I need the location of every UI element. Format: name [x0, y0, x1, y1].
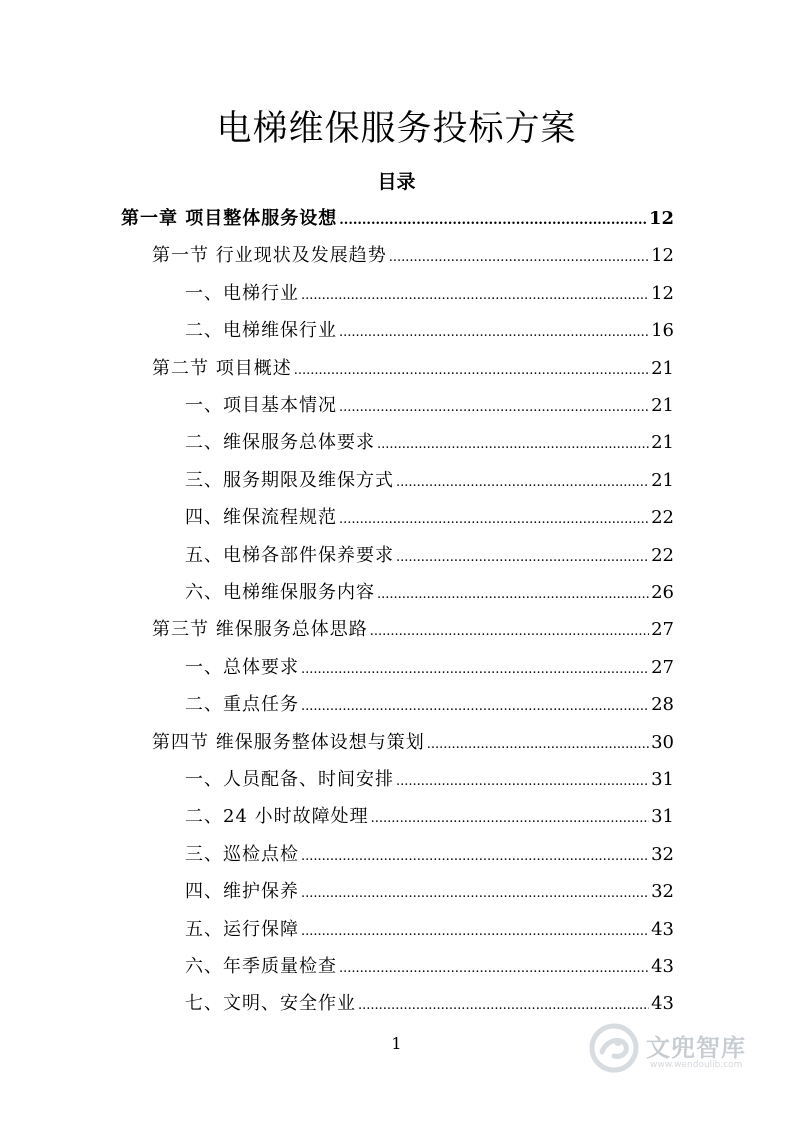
toc-entry-page: 27: [651, 656, 674, 678]
toc-entry-label: 四、维护保养: [185, 881, 299, 903]
toc-dot-leader: [339, 319, 649, 347]
toc-dot-leader: [358, 992, 649, 1020]
toc-entry-page: 31: [651, 806, 674, 828]
toc-entry-page: 12: [651, 245, 674, 267]
wendou-logo-icon: [588, 1022, 640, 1074]
toc-entry-label: 第三节 维保服务总体思路: [152, 619, 368, 641]
toc-entry-label: 四、维保流程规范: [185, 507, 337, 529]
toc-entry[interactable]: [185, 392, 674, 420]
toc-dot-leader: [301, 918, 649, 946]
toc-dot-leader: [339, 394, 649, 422]
toc-heading: 目录: [377, 171, 416, 193]
toc-entry-page: 21: [651, 432, 674, 454]
toc-entry[interactable]: [185, 579, 674, 607]
toc-dot-leader: [301, 656, 649, 684]
toc-entry-page: 26: [651, 582, 674, 603]
toc-entry[interactable]: [185, 504, 674, 532]
toc-entry[interactable]: [185, 990, 674, 1018]
toc-dot-leader: [396, 768, 649, 796]
toc-dot-leader: [339, 506, 649, 534]
toc-dot-leader: [396, 544, 649, 572]
toc-entry-page: 16: [651, 320, 674, 342]
toc-entry[interactable]: [152, 729, 674, 757]
toc-entry[interactable]: [185, 429, 674, 457]
toc-entry-label: 二、维保服务总体要求: [185, 432, 375, 454]
toc-dot-leader: [294, 357, 649, 385]
toc-entry[interactable]: [185, 803, 674, 831]
watermark-url: www.wendoulib.com: [650, 1060, 743, 1070]
toc-dot-leader: [371, 805, 649, 833]
toc-dot-leader: [301, 843, 649, 871]
toc-dot-leader: [301, 880, 649, 908]
toc-entry-page: 21: [651, 469, 674, 491]
toc-dot-leader: [389, 244, 649, 272]
toc-dot-leader: [377, 581, 649, 609]
toc-entry-page: 32: [651, 843, 674, 865]
toc-entry[interactable]: [185, 317, 674, 345]
toc-entry-page: 30: [651, 731, 674, 753]
watermark-text: 文兜智库: [646, 1034, 746, 1062]
toc-entry-label: 第二节 项目概述: [152, 357, 292, 379]
toc-entry-label: 三、巡检点检: [185, 843, 299, 865]
toc-entry[interactable]: [185, 654, 674, 682]
page-number: 1: [391, 1034, 402, 1053]
toc-entry[interactable]: [185, 878, 674, 906]
toc-entry[interactable]: [185, 280, 674, 308]
toc-entry-label: 七、文明、安全作业: [185, 993, 356, 1015]
toc-entry-label: 一、项目基本情况: [185, 395, 337, 416]
toc-entry-page: 32: [651, 881, 674, 903]
toc-entry-page: 12: [651, 282, 674, 304]
toc-entry[interactable]: [152, 242, 674, 270]
toc-entry[interactable]: [152, 616, 674, 644]
toc-entry[interactable]: [185, 841, 674, 869]
toc-entry[interactable]: [185, 542, 674, 570]
toc-entry-page: 28: [651, 694, 674, 716]
toc-entry-page: 27: [651, 619, 674, 641]
toc-entry-label: 一、总体要求: [185, 656, 299, 678]
toc-entry[interactable]: [152, 355, 674, 383]
toc-entry-page: 43: [651, 918, 674, 940]
toc-entry-label: 二、重点任务: [185, 694, 299, 716]
toc-dot-leader: [301, 282, 649, 310]
toc-entry[interactable]: [185, 766, 674, 794]
toc-entry-label: 三、服务期限及维保方式: [185, 469, 394, 491]
toc-entry[interactable]: [185, 916, 674, 944]
toc-entry-label: 五、运行保障: [185, 918, 299, 940]
toc-entry-label: 第一章 项目整体服务设想: [121, 208, 338, 229]
toc-entry-page: 22: [651, 507, 674, 529]
toc-entry-page: 12: [648, 208, 674, 229]
toc-dot-leader: [339, 207, 647, 235]
toc-entry-label: 第一节 行业现状及发展趋势: [152, 245, 387, 267]
toc-entry[interactable]: [185, 691, 674, 719]
toc-entry-label: 二、电梯维保行业: [185, 320, 337, 342]
toc-dot-leader: [396, 469, 649, 497]
toc-entry-label: 一、电梯行业: [185, 282, 299, 304]
toc-entry[interactable]: [185, 953, 674, 981]
toc-entry[interactable]: [121, 205, 674, 233]
toc-entry-page: 21: [651, 395, 674, 416]
watermark: [588, 1020, 778, 1076]
toc-entry-label: 二、24 小时故障处理: [185, 806, 369, 828]
toc-dot-leader: [370, 618, 649, 646]
toc-entry-page: 22: [651, 544, 674, 566]
toc-entry-page: 31: [651, 769, 674, 790]
toc-entry-label: 六、电梯维保服务内容: [185, 582, 375, 603]
toc-entry-label: 五、电梯各部件保养要求: [185, 544, 394, 566]
toc-entry-label: 一、人员配备、时间安排: [185, 769, 394, 790]
toc-entry[interactable]: [185, 467, 674, 495]
toc-entry-label: 六、年季质量检查: [185, 956, 337, 977]
document-title: 电梯维保服务投标方案: [216, 109, 577, 149]
toc-dot-leader: [339, 955, 649, 983]
toc-entry-label: 第四节 维保服务整体设想与策划: [152, 731, 425, 753]
toc-entry-page: 43: [651, 993, 674, 1015]
toc-entry-page: 43: [651, 956, 674, 977]
toc-entry-page: 21: [651, 357, 674, 379]
toc-dot-leader: [301, 693, 649, 721]
toc-dot-leader: [377, 431, 649, 459]
toc-dot-leader: [427, 731, 649, 759]
